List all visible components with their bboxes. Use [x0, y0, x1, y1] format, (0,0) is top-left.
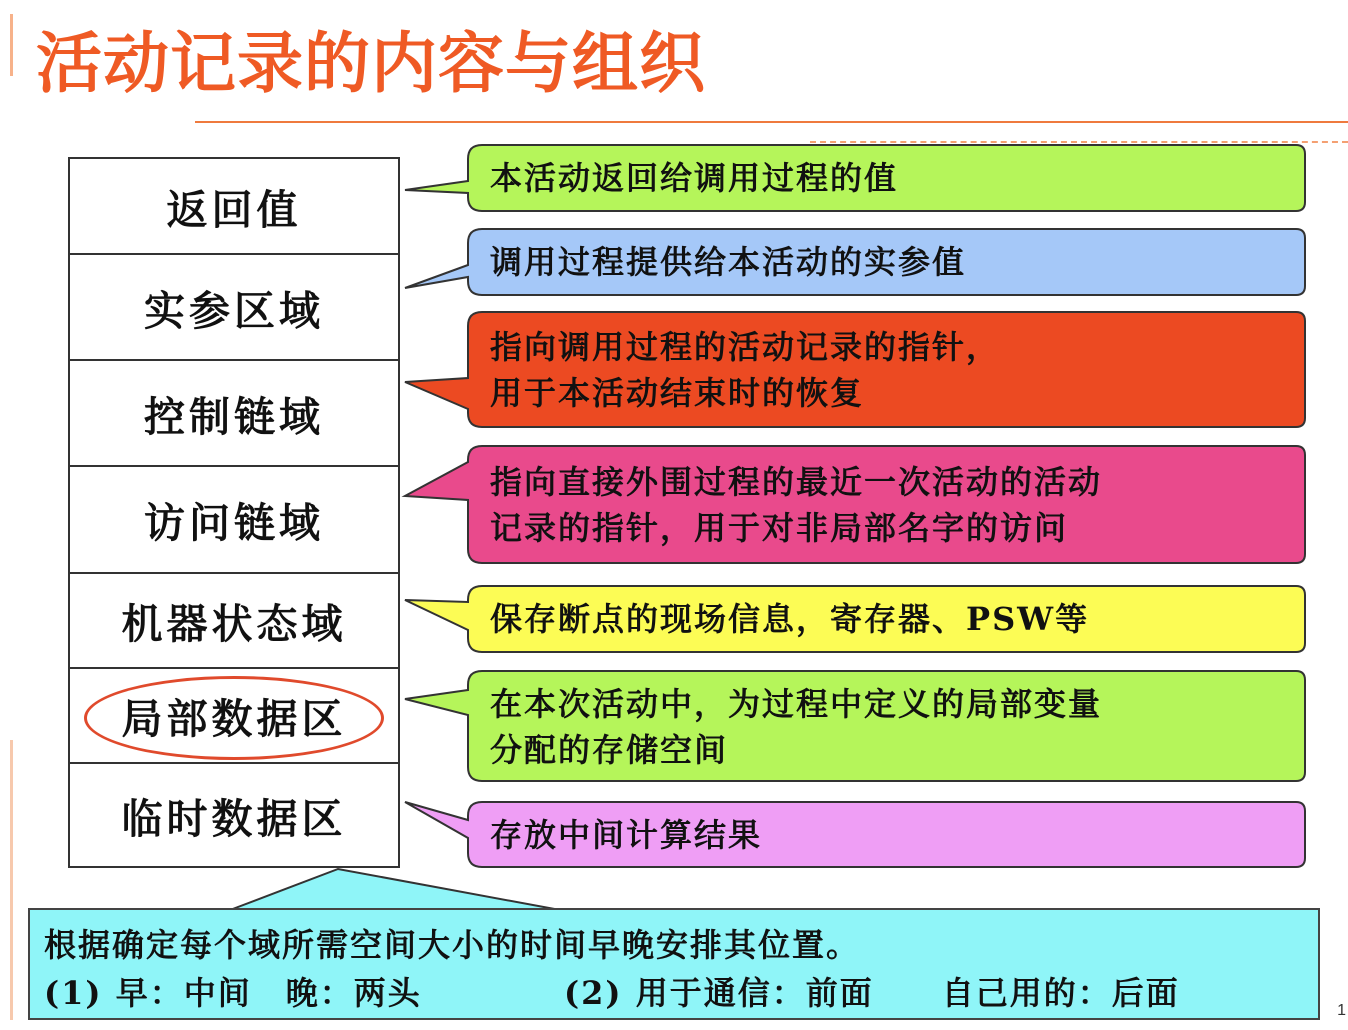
desc-machine-status: [490, 596, 1089, 642]
desc-line: 调用过程提供给本活动的实参值: [490, 243, 967, 281]
note-line-2-part-1: (1) 早：中间 晚：两头: [44, 974, 422, 1012]
layout-note-box: [28, 908, 1320, 1020]
desc-line: 保存断点的现场信息，寄存器、PSW等: [490, 600, 1090, 638]
desc-actual-params: [490, 239, 966, 285]
desc-line: 指向直接外围过程的最近一次活动的活动: [490, 463, 1103, 501]
desc-return-value: [490, 155, 898, 201]
field-actual-params: 实参区域: [70, 255, 398, 361]
desc-line: 指向调用过程的活动记录的指针，: [490, 328, 1001, 366]
field-control-link: 控制链域: [70, 361, 398, 467]
desc-line: 本活动返回给调用过程的值: [490, 159, 899, 197]
desc-control-link: [490, 324, 1000, 416]
desc-local-data: [490, 681, 1102, 773]
desc-access-link: [490, 459, 1102, 551]
desc-line: 存放中间计算结果: [490, 816, 763, 854]
note-line-2-part-2: (2) 用于通信：前面 自己用的：后面: [564, 974, 1180, 1012]
field-local-data: 局部数据区: [70, 669, 398, 764]
desc-line: 在本次活动中，为过程中定义的局部变量: [490, 685, 1103, 723]
desc-line: 分配的存储空间: [490, 731, 729, 769]
desc-line: 记录的指针，用于对非局部名字的访问: [490, 509, 1069, 547]
field-return-value: 返回值: [70, 159, 398, 255]
desc-line: 用于本活动结束时的恢复: [490, 374, 865, 412]
page-number: 1: [1337, 1002, 1346, 1019]
field-machine-status: 机器状态域: [70, 574, 398, 669]
note-line-1: 根据确定每个域所需空间大小的时间早晚安排其位置。: [44, 926, 861, 964]
field-access-link: 访问链域: [70, 467, 398, 574]
field-temp-data: 临时数据区: [121, 794, 347, 843]
slide-title: 活动记录的内容与组织: [36, 25, 706, 102]
note-pointer: [230, 869, 560, 910]
desc-temp-data: [490, 812, 762, 858]
